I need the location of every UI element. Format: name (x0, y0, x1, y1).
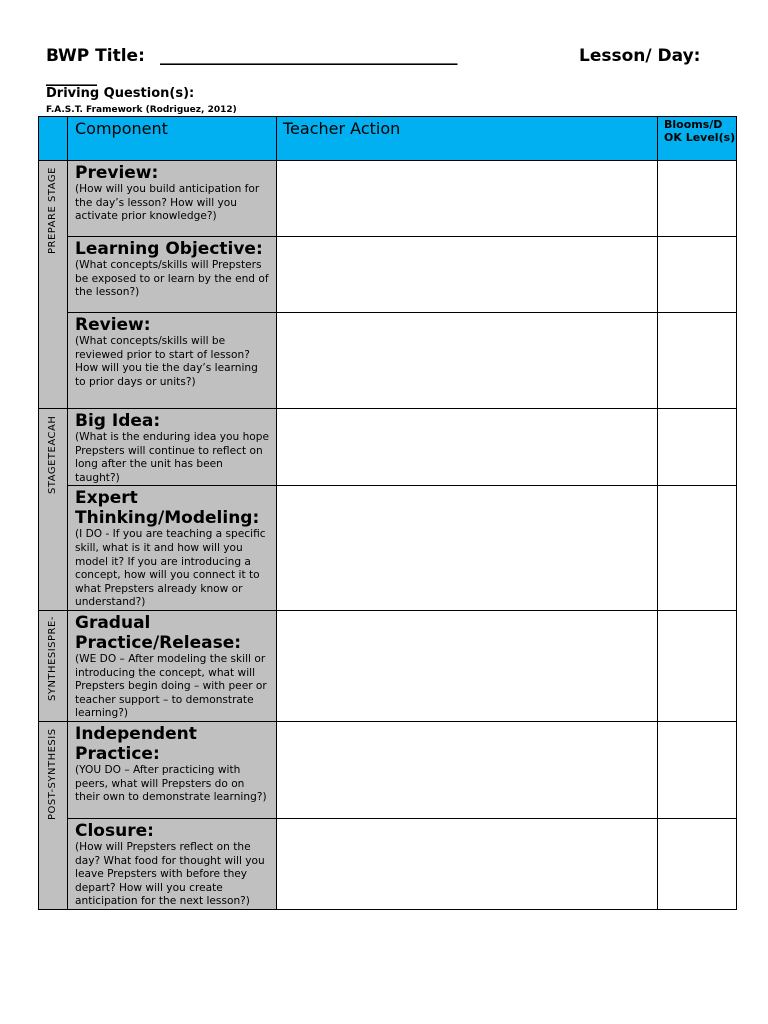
component-description: (What concepts/skills will be reviewed prior to start of lesson? How will you tie the day’s learning to prior days or units?) (75, 335, 258, 388)
component-description: (I DO - If you are teaching a specific skill, what is it and how will you model it? If you are introducing a concept, how will you connect it to what Prepsters already know or understand?) (75, 528, 266, 609)
component-title: Learning Objective: (75, 239, 263, 259)
component-cell (68, 409, 277, 486)
table-row (39, 721, 737, 818)
component-cell (68, 721, 277, 818)
component-title: Expert Thinking/Modeling: (75, 488, 260, 529)
stage-label: STAGETEACAH (47, 415, 58, 494)
component-title: Gradual Practice/Release: (75, 612, 242, 653)
teacher-action-cell[interactable] (277, 721, 658, 818)
component-cell (68, 237, 277, 313)
component-description: (How will Prepsters reflect on the day? What food for thought will you leave Prepsters with before they depart? How will you create anticipation for the next lesson?) (75, 840, 265, 908)
component-cell (68, 313, 277, 409)
column-header-component: Component (68, 117, 277, 161)
blooms-level-cell[interactable] (658, 237, 737, 313)
component-description: (YOU DO – After practicing with peers, what will Prepsters do on their own to demonstrate learning?) (75, 763, 267, 804)
blooms-level-cell[interactable] (658, 818, 737, 909)
component-cell (68, 161, 277, 237)
component-title: Review: (75, 315, 151, 335)
teacher-action-cell[interactable] (277, 409, 658, 486)
blooms-level-cell[interactable] (658, 409, 737, 486)
blooms-level-cell[interactable] (658, 721, 737, 818)
blooms-level-cell[interactable] (658, 161, 737, 237)
stage-cell-prepare (39, 161, 68, 409)
header-row (39, 117, 737, 161)
component-title: Preview: (75, 163, 159, 183)
blooms-level-cell[interactable] (658, 486, 737, 611)
blooms-level-cell[interactable] (658, 610, 737, 721)
stage-label: SYNTHESISPRE- (47, 616, 58, 701)
stage-label: PREPARE STAGE (47, 167, 58, 254)
teacher-action-cell[interactable] (277, 237, 658, 313)
component-cell (68, 486, 277, 611)
bwp-title-blank[interactable]: ___________________________________ (160, 46, 458, 66)
stage-cell-post-synthesis (39, 721, 68, 909)
stage-cell-synthesis (39, 610, 68, 721)
driving-questions-label: Driving Question(s): (46, 86, 195, 101)
header-stage-cell (39, 117, 68, 161)
table-row (39, 313, 737, 409)
table-row (39, 409, 737, 486)
table-row (39, 486, 737, 611)
lesson-day-blank[interactable]: ______ (46, 67, 97, 87)
lesson-day-label: Lesson/ Day: (579, 46, 701, 66)
component-description: (What is the enduring idea you hope Prepsters will continue to reflect on long after the unit has been taught?) (75, 431, 270, 484)
lesson-plan-table (38, 116, 737, 910)
stage-cell-teach (39, 409, 68, 611)
bwp-title-label: BWP Title: (46, 46, 145, 66)
component-title: Big Idea: (75, 411, 161, 431)
component-cell (68, 610, 277, 721)
component-description: (How will you build anticipation for the day’s lesson? How will you activate prior knowledge?) (75, 183, 260, 223)
stage-label: POST-SYNTHESIS (47, 728, 58, 820)
component-description: (WE DO – After modeling the skill or introducing the concept, what will Prepsters begin doing – with peer or teacher support – to demonstrate learning?) (75, 652, 267, 720)
table-row (39, 818, 737, 909)
column-header-blooms: Blooms/D OK Level(s) (658, 117, 737, 161)
component-cell (68, 818, 277, 909)
teacher-action-cell[interactable] (277, 313, 658, 409)
title-line (46, 46, 726, 72)
table-row (39, 161, 737, 237)
component-description: (What concepts/skills will Prepsters be exposed to or learn by the end of the lesson?) (75, 259, 269, 299)
table-row (39, 610, 737, 721)
component-title: Closure: (75, 820, 154, 841)
teacher-action-cell[interactable] (277, 818, 658, 909)
teacher-action-cell[interactable] (277, 610, 658, 721)
teacher-action-cell[interactable] (277, 486, 658, 611)
teacher-action-cell[interactable] (277, 161, 658, 237)
framework-citation: F.A.S.T. Framework (Rodriguez, 2012) (46, 105, 237, 115)
component-title: Independent Practice: (75, 723, 197, 764)
blooms-level-cell[interactable] (658, 313, 737, 409)
column-header-teacher-action: Teacher Action (277, 117, 658, 161)
table-row (39, 237, 737, 313)
